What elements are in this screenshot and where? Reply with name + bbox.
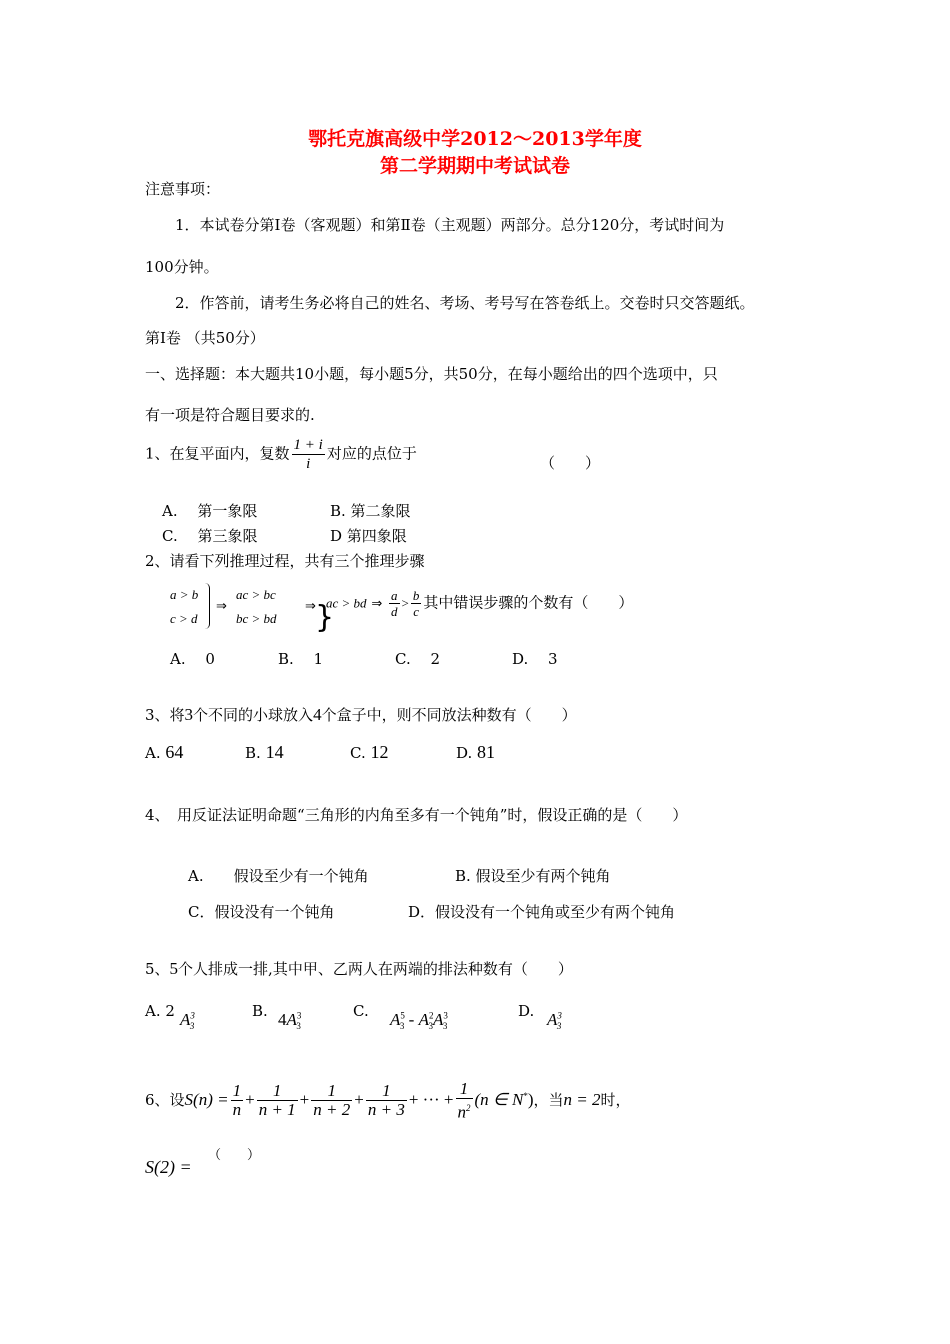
q5-b-sub: 3 [296,1021,301,1032]
q5-a-sup: 3 [190,1010,195,1021]
question-5 [145,958,573,979]
q2-arrow-1: ⇒ [216,598,227,613]
q3-option-c-value: 12 [370,742,389,762]
q3-option-b [245,742,284,763]
section-instructions-a: 一、选择题：本大题共10小题，每小题5分，共50分，在每小题给出的四个选项中，只 [145,365,718,383]
q6-term-1-num: 1 [232,1081,242,1101]
q5-c-minus: - [408,1010,415,1029]
q5-d-sup: 3 [557,1010,562,1021]
q5-option-b-value [278,1010,301,1031]
q5-c-sup-1: 5 [400,1010,405,1021]
q5-num-people: 5 [169,959,179,978]
q6-plus-1: + [245,1089,255,1109]
q4-option-b: B. 假设至少有两个钝角 [455,867,611,885]
q3-option-a-value: 64 [165,742,184,762]
q1-suffix: 对应的点位于 [326,444,417,463]
q6-prefix: 6、设 [145,1090,185,1109]
q5-text-b: 个人排成一排,其中甲、乙两人在两端的排法种数有（ ） [178,960,573,978]
q3-option-b-label: B. [245,744,261,762]
q1-frac-den: i [306,456,311,472]
q3-text-a: 3、将 [145,706,185,724]
q1-option-b: B. 第二象限 [330,502,411,520]
q6-plus-2: + [299,1089,310,1109]
question-2: 2、请看下列推理过程，共有三个推理步骤 [145,552,425,570]
q5-d-sub: 3 [556,1021,562,1032]
q1-option-d: D 第四象限 [330,527,407,545]
notice-item-1a: 1．本试卷分第Ⅰ卷（客观题）和第Ⅱ卷（主观题）两部分。总分120分，考试时间为 [175,216,725,234]
q6-term-last [456,1080,473,1122]
notice-item-1b: 100分钟。 [145,258,219,276]
q2-option-c: C. 2 [395,650,441,668]
q3-option-d [456,742,495,763]
q2-suffix: 其中错误步骤的个数有（ ） [423,593,634,612]
q6-term-1 [231,1082,244,1119]
q5-text-a: 5、 [145,960,170,978]
q2-premise-1: a > b [170,587,199,602]
q6-term-4 [366,1082,407,1119]
q2-frac-2 [411,588,422,619]
q6-s-n: S(n) = [184,1089,229,1109]
q5-option-a-value [180,1010,194,1031]
q6-term-2-den: n + 1 [258,1100,296,1120]
q6-term-last-den-wrap [456,1099,473,1122]
q6-domain-end: ) [527,1089,534,1109]
q3-option-b-value: 14 [265,742,284,762]
q5-d-sym: A [547,1010,558,1029]
q5-option-d-label: D. [518,1002,535,1020]
q2-arrow-2: ⇒ [305,598,316,613]
q4-option-a: A. 假设至少有一个钝角 [188,867,369,885]
q3-option-d-value: 81 [477,742,496,762]
q1-option-c: C. 第三象限 [162,527,258,545]
q1-frac-num: 1 + i [293,437,323,453]
q5-option-c-label: C. [353,1002,369,1020]
q6-term-4-den: n + 3 [367,1100,405,1120]
q5-c-sub-1: 3 [399,1021,405,1032]
q2-brace-2: } [315,600,335,635]
q2-premise-2: c > d [170,611,198,626]
q6-term-3-num: 1 [311,1082,352,1101]
q5-b-sup: 3 [296,1010,302,1021]
q2-arrow-3: ⇒ [371,595,383,611]
q5-b-coef: 4 [278,1010,287,1029]
q6-term-3 [311,1082,352,1119]
q5-c-sub-2: 3 [428,1021,433,1032]
q6-term-last-den-sup: 2 [466,1103,471,1113]
q6-s2: S(2) = [145,1157,192,1177]
q2-frac-2-num: b [412,588,420,603]
q3-option-c-label: C. [350,744,366,762]
question-4: 4、 用反证法证明命题“三角形的内角至多有一个钝角”时，假设正确的是（ ） [145,806,688,824]
q6-term-4-num: 1 [366,1082,407,1101]
q2-frac-1 [389,588,400,619]
q3-text-c: 个盒子中，则不同放法种数有（ ） [321,706,577,724]
question-1 [145,436,417,473]
q3-option-c [350,742,389,763]
q3-num-boxes: 4 [313,705,322,724]
q6-term-last-num: 1 [456,1080,473,1099]
page-title-line1: 鄂托克旗高级中学2012～2013学年度 [308,128,642,150]
q6-term-1-den: n [232,1100,242,1120]
q6-dots: + ··· + [408,1089,454,1109]
q3-option-a-label: A. [145,744,161,762]
q2-brace-1 [205,583,210,629]
q2-gt: > [401,595,409,611]
section-instructions-b: 有一项是符合题目要求的. [145,406,315,424]
q1-prefix: 1、在复平面内，复数 [145,444,290,463]
q2-frac-2-den: c [413,604,419,619]
q2-frac-1-den: d [391,604,398,619]
q6-domain-sup: * [523,1090,528,1101]
q4-option-d: D．假设没有一个钝角或至少有两个钝角 [408,903,676,921]
q5-c-sup-3: 3 [443,1010,448,1021]
q5-c-sym-3: A [432,1010,444,1029]
q2-frac-1-num: a [391,588,398,603]
q1-answer-paren: （ ） [540,454,601,472]
q5-b-sym: A [286,1010,297,1029]
q5-option-d-value [547,1010,561,1031]
q5-c-sup-2: 2 [428,1010,434,1021]
question-3 [145,704,577,725]
q2-conclusion [326,588,633,619]
q6-answer-paren: （ ） [208,1148,261,1163]
q6-when-end: 时， [600,1090,631,1109]
q5-c-sub-3: 3 [442,1021,448,1032]
notice-heading: 注意事项： [145,180,221,198]
volume-heading: 第Ⅰ卷 （共50分） [145,329,265,347]
q3-num-balls: 3 [184,705,194,724]
q6-plus-3: + [354,1089,364,1109]
q5-option-c-value [390,1010,447,1031]
q1-option-a: A. 第一象限 [162,502,258,520]
q6-term-2 [257,1082,298,1119]
q2-step-1: ac > bc [236,587,276,602]
q6-domain: (n ∈ N [474,1089,524,1109]
q6-condition: n = 2 [563,1089,601,1109]
q5-c-sym-1: A [390,1010,401,1029]
q6-term-last-den: n [457,1102,466,1122]
q1-fraction [292,436,325,473]
q3-text-b: 个不同的小球放入 [193,706,314,724]
q5-a-sym: A [180,1010,191,1029]
q2-step-3: ac > bd [326,595,367,611]
q6-term-3-den: n + 2 [313,1100,351,1120]
q5-option-b-label: B. [252,1002,268,1020]
q2-option-b: B. 1 [278,650,324,668]
q2-option-a: A. 0 [170,650,215,668]
q6-term-2-num: 1 [257,1082,298,1101]
question-6 [145,1080,631,1122]
notice-item-2: 2．作答前，请考生务必将自己的姓名、考场、考号写在答卷纸上。交卷时只交答题纸。 [175,294,755,312]
q5-c-sym-2: A [418,1010,429,1029]
q2-step-2: bc > bd [236,611,277,626]
q6-when: ，当 [533,1090,564,1109]
page-title-line2: 第二学期期中考试试卷 [379,155,570,177]
q3-option-d-label: D. [456,744,473,762]
q4-option-c: C．假设没有一个钝角 [188,903,335,921]
q5-a-sub: 3 [189,1021,195,1032]
q2-option-d: D. 3 [512,650,558,668]
q3-option-a [145,742,183,763]
q5-option-a-label: A. 2 [145,1002,175,1020]
